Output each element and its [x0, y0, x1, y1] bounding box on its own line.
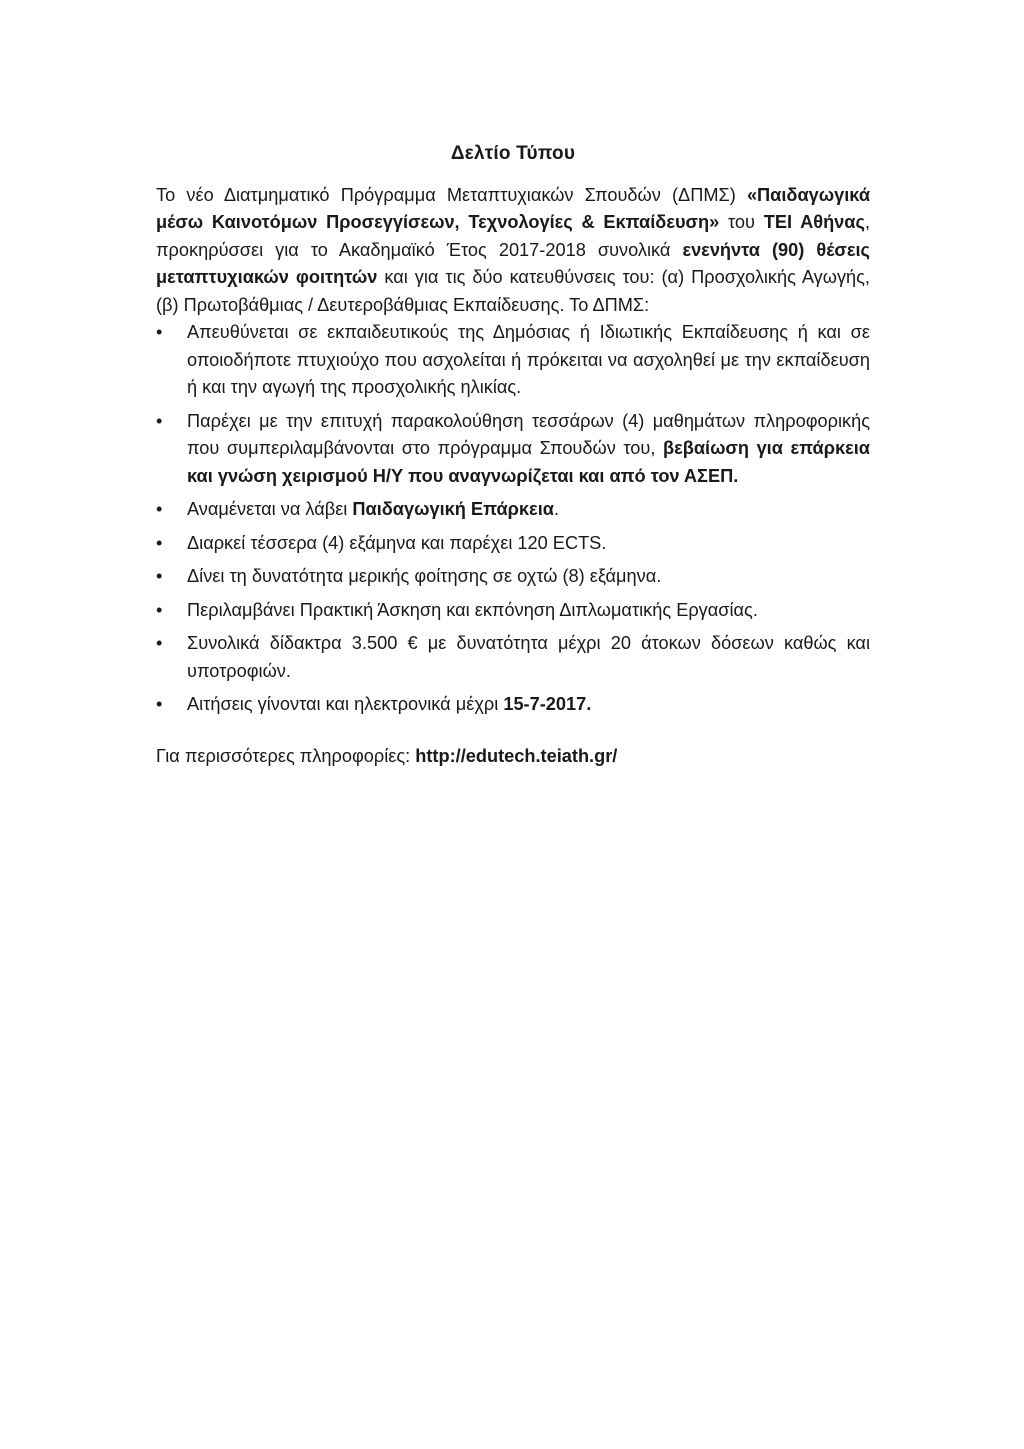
bullet-icon: •: [156, 599, 163, 620]
list-item-suffix: .: [553, 499, 559, 519]
list-item-text: Διαρκεί τέσσερα (4) εξάμηνα και παρέχει 120 ECTS.: [187, 532, 607, 553]
positions-count: ενενήντα (90) θέσεις μεταπτυχιακών φοιτητών: [156, 239, 870, 287]
press-release-page: [156, 140, 870, 788]
more-info: [156, 743, 870, 771]
bullet-icon: •: [156, 322, 163, 342]
intro-text-1: Το νέο Διατμηματικό Πρόγραμμα Μεταπτυχιακών Σπουδών (ΔΠΜΣ): [156, 184, 747, 205]
deadline-date: 15-7-2017.: [503, 694, 592, 714]
list-item: [156, 408, 870, 491]
intro-text-4: και για τις δύο κατευθύνσεις του: (α) Προσχολικής Αγωγής, (β) Πρωτοβάθμιας / Δευτεροβάθμιας Εκπαίδευσης. Το ΔΠΜΣ:: [156, 267, 870, 315]
intro-text-2: του: [719, 212, 764, 232]
list-item: [156, 563, 870, 591]
more-info-label: Για περισσότερες πληροφορίες:: [156, 745, 416, 766]
list-item: [156, 530, 870, 558]
list-item: [156, 597, 870, 625]
list-item: [156, 630, 870, 685]
list-item: [156, 319, 870, 402]
bullet-icon: •: [156, 499, 163, 519]
bullet-icon: •: [156, 694, 163, 714]
intro-paragraph: [156, 182, 870, 320]
list-item: [156, 691, 870, 719]
document-title: Δελτίο Τύπου: [450, 143, 576, 164]
list-item-bold: Παιδαγωγική Επάρκεια: [352, 499, 554, 519]
list-item: [156, 496, 870, 524]
bullet-icon: •: [156, 532, 163, 553]
features-list: [156, 319, 870, 719]
list-item-bold: βεβαίωση για επάρκεια και γνώση χειρισμού Η/Υ που αναγνωρίζεται και από τον ΑΣΕΠ.: [187, 438, 870, 486]
list-item-text: Αναμένεται να λάβει: [187, 499, 353, 519]
bullet-icon: •: [156, 633, 163, 653]
bullet-icon: •: [156, 410, 163, 431]
bullet-icon: •: [156, 566, 163, 586]
list-item-text: Παρέχει με την επιτυχή παρακολούθηση τεσσάρων (4) μαθημάτων πληροφορικής που συμπεριλαμβάνονται στο πρόγραμμα Σπουδών του,: [187, 410, 870, 458]
list-item-text: Δίνει τη δυνατότητα μερικής φοίτησης σε οχτώ (8) εξάμηνα.: [187, 566, 662, 586]
list-item-text: Απευθύνεται σε εκπαιδευτικούς της Δημόσιας ή Ιδιωτικής Εκπαίδευσης ή και σε οποιοδήποτε πτυχιούχο που ασχολείται ή πρόκειται να ασχοληθεί με την εκπαίδευση ή και την αγωγή της προσχολικής ηλικίας.: [187, 322, 870, 397]
list-item-text: Περιλαμβάνει Πρακτική Άσκηση και εκπόνηση Διπλωματικής Εργασίας.: [187, 599, 758, 620]
institution-name: ΤΕΙ Αθήνας: [763, 212, 865, 232]
website-link[interactable]: http://edutech.teiath.gr/: [415, 745, 618, 766]
program-name: «Παιδαγωγικά μέσω Καινοτόμων Προσεγγίσεων, Τεχνολογίες & Εκπαίδευση»: [156, 184, 870, 232]
list-item-text: Αιτήσεις γίνονται και ηλεκτρονικά μέχρι: [187, 694, 504, 714]
intro-text-3: , προκηρύσσει για το Ακαδημαϊκό Έτος 2017-2018 συνολικά: [156, 212, 871, 260]
list-item-text: Συνολικά δίδακτρα 3.500 € με δυνατότητα μέχρι 20 άτοκων δόσεων καθώς και υποτροφιών.: [187, 633, 870, 681]
